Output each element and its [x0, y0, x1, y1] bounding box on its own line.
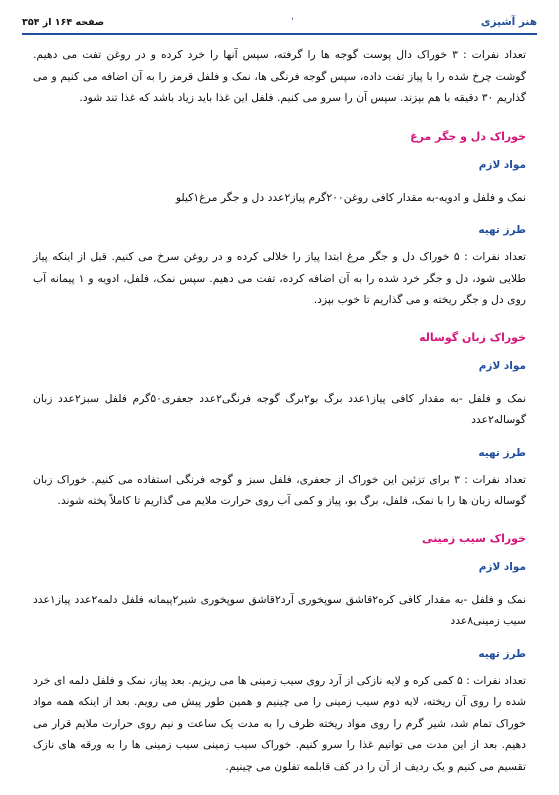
method-paragraph: تعداد نفرات : ۵ کمی کره و لایه نازکی از آرد روی سیب زمینی ها می ریزیم. بعد پیاز، نمک و فلفل دلمه ای خرد شده را روی آن ریخته، لایه دوم سیب زمینی را می چینیم و همین طور پیش می رویم. بعد از اینکه همه مواد خوراک تمام شد، شیر گرم را روی مواد ریخته ظرف را به مدت یک ساعت و نیم روی حرارت ملایم قرار می دهیم. بعد از این مدت می توانیم غذا را سرو کنیم. خوراک سیب زمینی سیب زمینی ها را به ورقه های نازک تقسیم می کنیم و یک ردیف از آن را در کف قابلمه تفلون می چینیم. [33, 673, 526, 773]
method-heading: طرز تهیه [478, 224, 526, 236]
page-header [22, 12, 537, 32]
book-title: هنر آشپزی [480, 16, 537, 28]
ingredients-list: نمک و فلفل -به مقدار کافی کره۲قاشق سوپخوری آرد۲قاشق سوپخوری شیر۲پیمانه فلفل دلمه۲عدد پیاز۱عدد سیب زمینی۸عدد [33, 592, 526, 627]
ingredients-heading: مواد لازم [478, 158, 526, 171]
header-divider [22, 33, 537, 35]
ingredients-list: نمک و فلفل و ادویه-به مقدار کافی روغن۲۰۰گرم پیاز۲عدد دل و جگر مرغ۱کیلو [175, 190, 526, 204]
method-heading: طرز تهیه [478, 647, 526, 660]
ingredients-heading: مواد لازم [478, 560, 526, 573]
header-mark: ' [291, 17, 294, 27]
method-paragraph: تعداد نفرات : ۵ خوراک دل و جگر مرغ ابتدا پیاز را خلالی کرده و در روغن سرخ می کنیم. قبل از اینکه پیاز طلایی شود، دل و جگر خرد شده را به آن اضافه کرده، تفت می دهیم. سپس نمک، فلفل، ادویه و ۱ پیمانه آب روی دل و جگر ریخته و می گذاریم تا خوب بپزد. [33, 250, 526, 306]
recipe-title: خوراک سیب زمینی [421, 531, 526, 545]
method-paragraph: تعداد نفرات : ۳ برای تزئین این خوراک از جعفری، فلفل سبز و گوجه فرنگی استفاده می کنیم. خوراک زبان گوساله زبان ها را با نمک، فلفل، برگ بو، پیاز و کمی آب روی حرارت ملایم می گذاریم تا کاملاً پخته شوند. [33, 472, 526, 507]
recipe-paragraph: تعداد نفرات : ۳ خوراک دال پوست گوجه ها را گرفته، سپس آنها را خرد کرده و در روغن تفت می دهیم. گوشت چرخ شده را با پیاز تفت داده، سپس گوجه فرنگی ها، نمک و فلفل قرمز را به آن اضافه می کنیم و می گذاریم ۳۰ دقیقه با هم بپزند. سپس آن را سرو می کنیم. فلفل این غذا باید زیاد باشد که غذا تند شود. [33, 48, 526, 104]
ingredients-heading: مواد لازم [478, 359, 526, 372]
recipe-title: خوراک زبان گوساله [419, 330, 526, 344]
method-heading: طرز تهیه [478, 446, 526, 459]
recipe-title: خوراک دل و جگر مرغ [410, 129, 526, 143]
page-body [33, 44, 526, 777]
ingredients-list: نمک و فلفل -به مقدار کافی پیاز۱عدد برگ بو۲برگ گوجه فرنگی۲عدد جعفری۵۰گرم فلفل سبز۲عدد زبان گوساله۲عدد [33, 391, 526, 426]
page-number: صفحه ۱۶۴ از ۳۵۴ [22, 16, 105, 28]
